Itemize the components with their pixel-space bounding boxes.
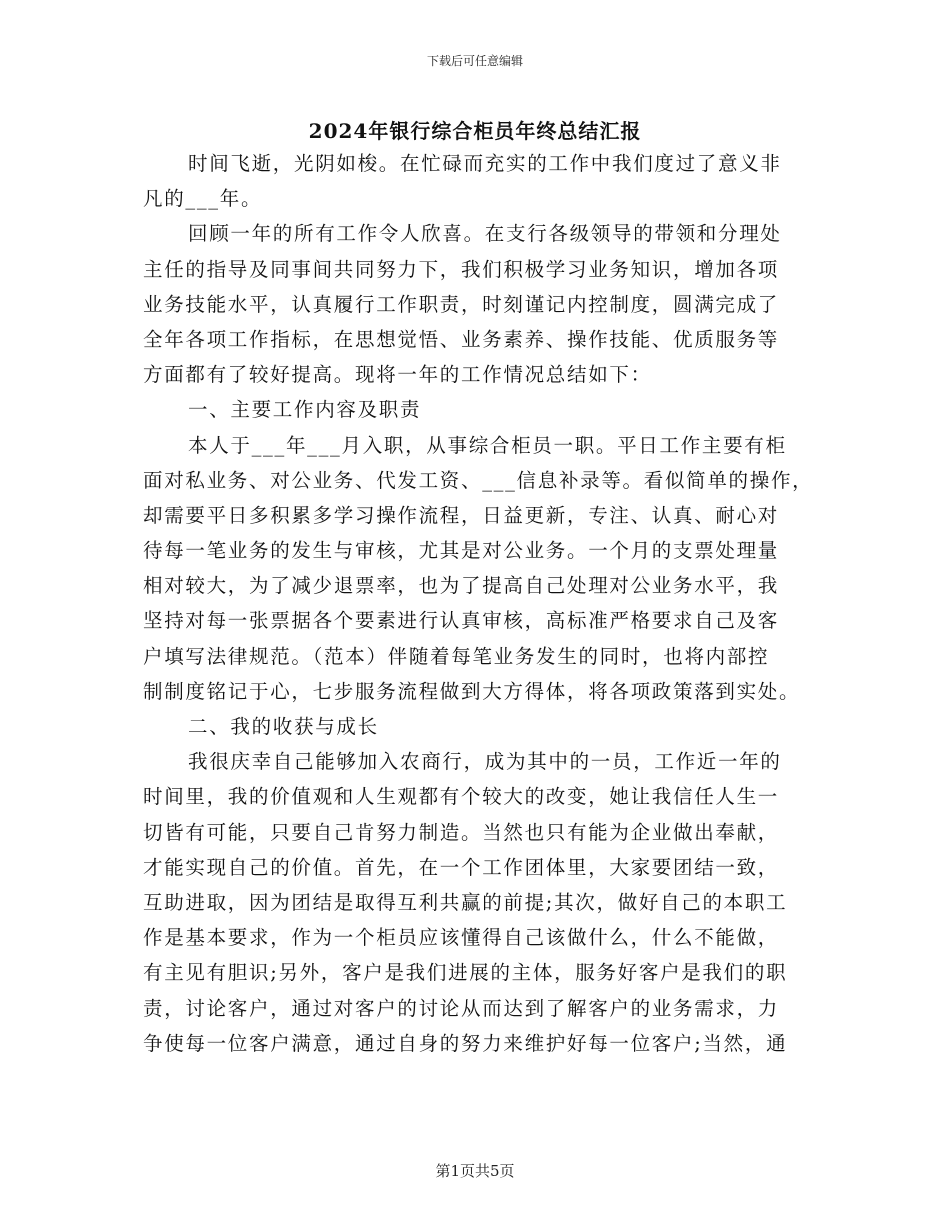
text-line: 凡的___年。: [143, 187, 263, 211]
text-line: 户填写法律规范。（范本）伴随着每笔业务发生的同时，也将内部控: [143, 644, 770, 668]
paragraph: [143, 428, 815, 710]
text-line: 待每一笔业务的发生与审核，尤其是对公业务。一个月的支票处理量: [143, 539, 780, 563]
text-line: 全年各项工作指标，在思想觉悟、业务素养、操作技能、优质服务等: [143, 327, 780, 351]
text-line: 二、我的收获与成长: [188, 715, 379, 738]
text-line: 方面都有了较好提高。现将一年的工作情况总结如下：: [143, 363, 652, 387]
text-line: 主任的指导及同事间共同努力下，我们积极学习业务知识，增加各项: [143, 257, 780, 281]
text-line: 切皆有可能，只要自己肯努力制造。当然也只有能为企业做出奉献，: [143, 820, 780, 844]
text-line: 我很庆幸自己能够加入农商行，成为其中的一员，工作近一年的: [188, 750, 782, 774]
text-line: 时间飞逝，光阴如梭。在忙碌而充实的工作中我们度过了意义非: [188, 152, 782, 175]
paragraph: [143, 392, 815, 427]
text-line: 却需要平日多积累多学习操作流程，日益更新，专注、认真、耐心对: [143, 503, 780, 527]
document-title: 2024年银行综合柜员年终总结汇报: [308, 119, 642, 143]
text-line: 坚持对每一张票据各个要素进行认真审核，高标准严格要求自己及客: [143, 609, 780, 633]
text-line: 一、主要工作内容及职责: [188, 398, 422, 422]
text-line: 时间里，我的价值观和人生观都有个较大的改变，她让我信任人生一: [143, 785, 780, 809]
text-line: 才能实现自己的价值。首先，在一个工作团体里，大家要团结一致，: [143, 855, 780, 879]
text-line: 面对私业务、对公业务、代发工资、___信息补录等。看似简单的操作，: [143, 468, 814, 492]
text-line: 争使每一位客户满意，通过自身的努力来维护好每一位客户;当然，通: [143, 1031, 788, 1055]
text-line: 责，讨论客户，通过对客户的讨论从而达到了解客户的业务需求，力: [143, 996, 780, 1020]
text-line: 本人于___年___月入职，从事综合柜员一职。平日工作主要有柜: [188, 433, 787, 457]
text-line: 制制度铭记于心，七步服务流程做到大方得体，将各项政策落到实处。: [143, 679, 801, 703]
paragraph: [143, 744, 815, 1061]
text-line: 互助进取，因为团结是取得互利共赢的前提;其次，做好自己的本职工: [143, 890, 788, 914]
page-header-note: 下载后可任意编辑: [426, 54, 523, 68]
text-line: 相对较大，为了减少退票率，也为了提高自己处理对公业务水平，我: [143, 574, 780, 598]
text-line: 回顾一年的所有工作令人欣喜。在支行各级领导的带领和分理处: [188, 222, 782, 246]
text-line: 业务技能水平，认真履行工作职责，时刻谨记内控制度，圆满完成了: [143, 292, 780, 316]
paragraph: [143, 146, 815, 216]
paragraph: [143, 709, 815, 744]
document-body: [143, 146, 815, 1061]
page-number: 第1页共5页: [435, 1162, 515, 1180]
text-line: 有主见有胆识;另外，客户是我们进展的主体，服务好客户是我们的职: [143, 961, 788, 985]
paragraph: [143, 216, 815, 392]
text-line: 作是基本要求，作为一个柜员应该懂得自己该做什么，什么不能做，: [143, 926, 780, 950]
